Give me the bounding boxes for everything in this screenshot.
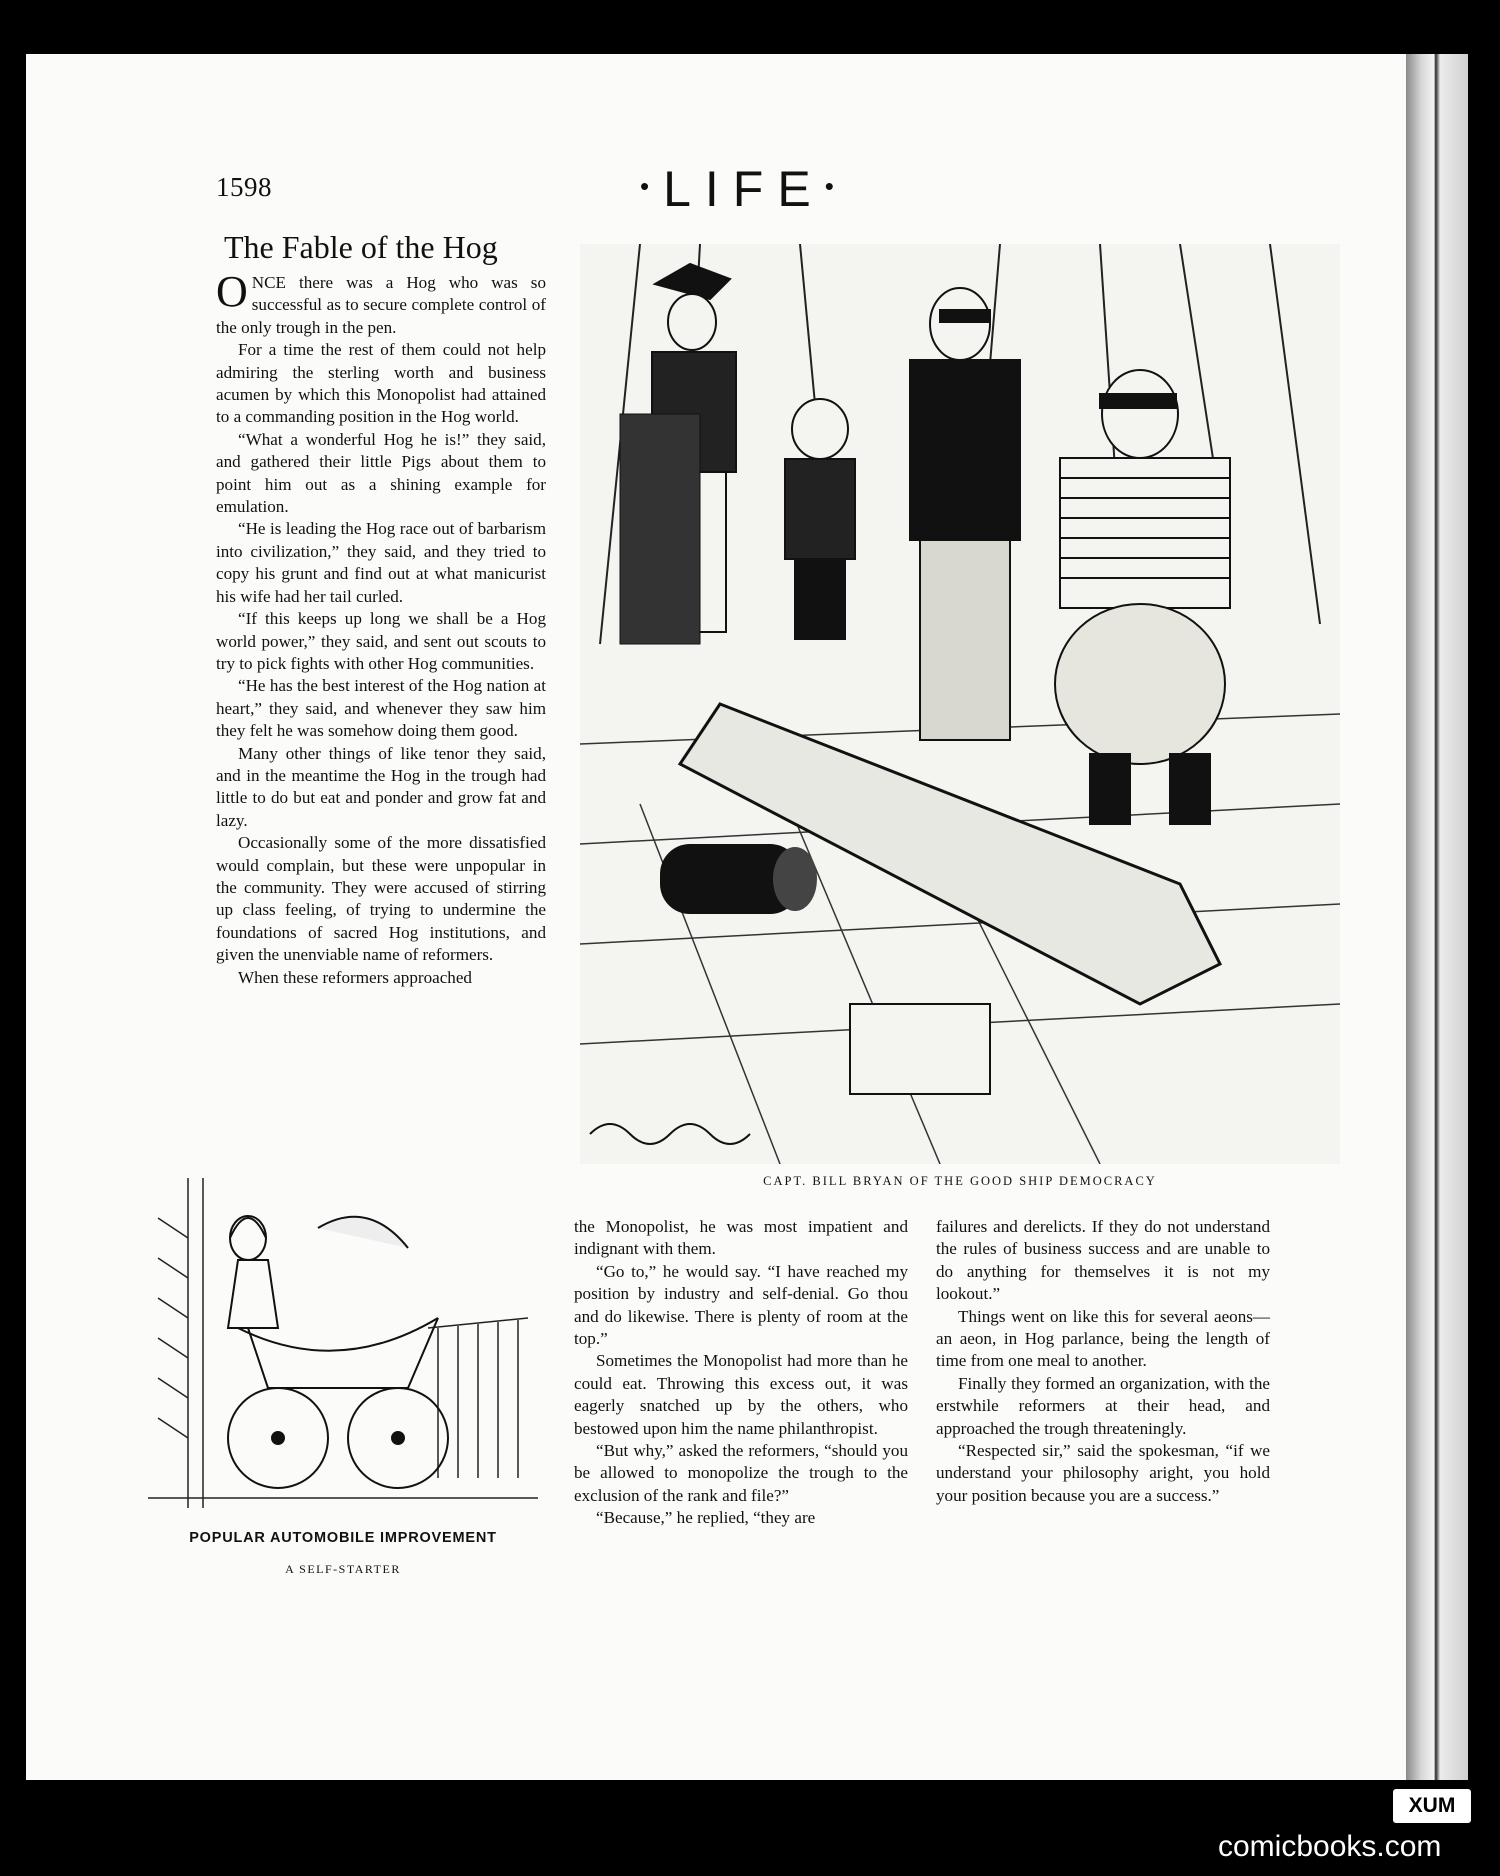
article-title: The Fable of the Hog [224, 229, 498, 265]
masthead-title: LIFE [663, 161, 825, 217]
article-paragraph: “If this keeps up long we shall be a Hog world power,” they said, and sent out scouts to try to pick fights with other Hog communities. [216, 609, 546, 673]
article-paragraph: “Respected sir,” said the spokesman, “if we understand your philosophy aright, you hold your position because you are a success.” [936, 1441, 1270, 1505]
article-paragraph: Many other things of like tenor they said, and in the meantime the Hog in the trough had little to do but eat and ponder and grow fat and lazy. [216, 743, 546, 830]
article-paragraph: Finally they formed an organization, with the erstwhile reformers at their head, and approached the trough threateningly. [936, 1373, 1270, 1438]
source-tag: XUM [1393, 1789, 1471, 1823]
page-number: 1598 [216, 172, 272, 202]
main-cartoon-caption: CAPT. BILL BRYAN OF THE GOOD SHIP DEMOCRACY [763, 1174, 1157, 1188]
book-spine [1406, 54, 1468, 1780]
article-paragraph: failures and derelicts. If they do not understand the rules of business success and are unable to do anything for themselves it is not my lookout.” [936, 1217, 1270, 1304]
short-pirate-figure [785, 399, 855, 639]
article-column-2 [574, 1216, 908, 1530]
pram-cartoon-title: POPULAR AUTOMOBILE IMPROVEMENT [189, 1530, 497, 1546]
article-paragraph: Occasionally some of the more dissatisfied would complain, but these were unpopular in the community. They were accused of stirring up class feeling, of trying to undermine the foundations of sacred Hog institutions, and given the unenviable name of reformers. [216, 833, 546, 965]
article-paragraph: “What a wonderful Hog he is!” they said, and gathered their little Pigs about them to point him out as a shining example for emulation. [216, 429, 546, 517]
article-paragraph: Sometimes the Monopolist had more than he could eat. Throwing this excess out, it was eagerly snatched up by the others, who bestowed upon him the name philanthropist. [574, 1351, 908, 1438]
masthead: •LIFE• [640, 161, 848, 217]
source-site: comicbooks.com [1218, 1830, 1442, 1863]
article-paragraph: “But why,” asked the reformers, “should you be allowed to monopolize the trough to the exclusion of the rank and file?” [574, 1441, 908, 1505]
treasure-chest [850, 1004, 990, 1094]
article-paragraph: “He is leading the Hog race out of barbarism into civilization,” they said, and they tried to copy his grunt and find out at what manicurist his wife had her tail curled. [216, 519, 546, 606]
article-paragraph: “Go to,” he would say. “I have reached my position by industry and self-denial. Go thou and do likewise. There is plenty of room at the top.” [574, 1261, 908, 1349]
article-paragraph: Things went on like this for several aeons—an aeon, in Hog parlance, being the length of time from one meal to another. [936, 1306, 1270, 1371]
article-paragraph: “Because,” he replied, “they are [596, 1508, 816, 1528]
pram-cartoon-illustration [148, 1178, 538, 1528]
article-column-1 [216, 267, 546, 989]
main-cartoon-illustration [580, 244, 1340, 1164]
drop-cap: O [216, 267, 248, 316]
pram-cartoon-subtitle: A SELF-STARTER [285, 1562, 401, 1576]
article-paragraph: For a time the rest of them could not help admiring the sterling worth and business acumen by which this Monopolist had attained to a commanding position in the Hog world. [216, 340, 546, 427]
article-paragraph: “He has the best interest of the Hog nation at heart,” they said, and whenever they saw him they felt he was somehow doing them good. [216, 676, 546, 741]
article-column-3 [936, 1216, 1270, 1507]
article-paragraph: When these reformers approached [238, 967, 472, 987]
article-paragraph: ONCE there was a Hog who was so successful as to secure complete control of the only trough in the pen. [216, 267, 546, 337]
article-paragraph: the Monopolist, he was most impatient and indignant with them. [574, 1217, 908, 1259]
podium [620, 414, 700, 644]
